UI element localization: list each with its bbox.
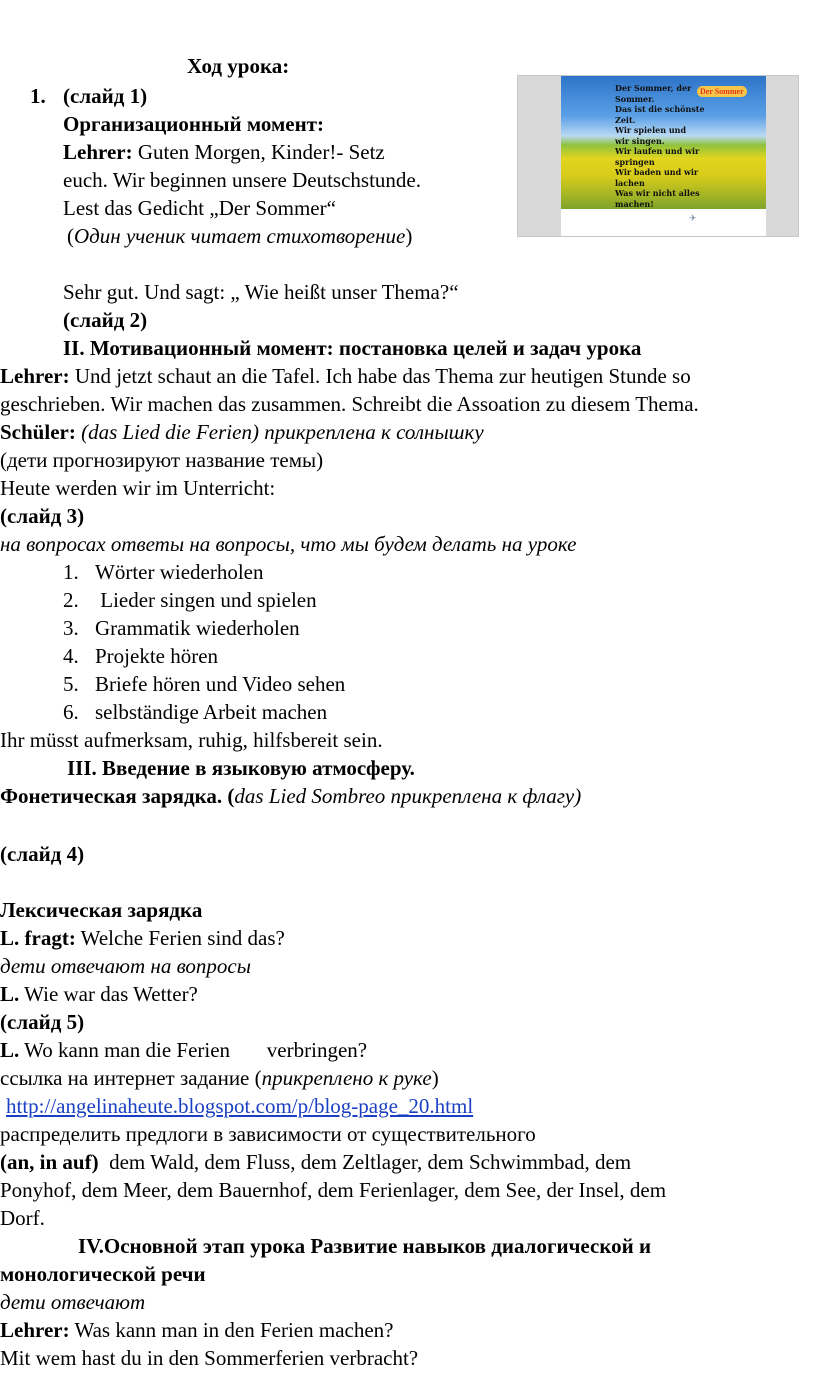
- lexical-heading: Лексическая зарядка: [0, 898, 203, 922]
- section-3-heading: III. Введение в языковую атмосферу.: [67, 756, 415, 780]
- section-2-heading: II. Мотивационный момент: постановка целей и задач урока: [63, 336, 642, 360]
- student-reads-note: (Один ученик читает стихотворение): [67, 224, 413, 248]
- nouns-line-1: (an, in auf) dem Wald, dem Fluss, dem Zeltlager, dem Schwimmbad, dem: [0, 1150, 632, 1174]
- slide-1-label: (слайд 1): [63, 84, 148, 108]
- nouns-line-3: Dorf.: [0, 1206, 45, 1230]
- blog-link[interactable]: http://angelinaheute.blogspot.com/p/blog-page_20.html: [6, 1094, 474, 1118]
- l-weather-line: L. Wie war das Wetter?: [0, 982, 198, 1006]
- poem-text: Der Sommer, der Sommer. Das ist die schönste Zeit. Wir spielen und wir singen. Wir laufen und wir springen Wir baden und wir lachen Was wir nicht alles machen!: [615, 83, 705, 209]
- slide-3-label: (слайд 3): [0, 504, 85, 528]
- slide-2-label: (слайд 2): [63, 308, 148, 332]
- lehrer-line-2: Lehrer: Und jetzt schaut an die Tafel. Ich habe das Thema zur heutigen Stunde so: [0, 364, 691, 388]
- kids-predict-line: (дети прогнозируют название темы): [0, 448, 324, 472]
- list-item: 6. selbständige Arbeit machen: [63, 700, 328, 724]
- list-item: 3. Grammatik wiederholen: [63, 616, 300, 640]
- lehrer-line-3: Lehrer: Was kann man in den Ferien machen?: [0, 1318, 394, 1342]
- speaker-lehrer: Lehrer:: [63, 140, 133, 164]
- l-fragt-line: L. fragt: Welche Ferien sind das?: [0, 926, 285, 950]
- kids-answer-line-2: дети отвечают: [0, 1290, 146, 1314]
- slide-4-label: (слайд 4): [0, 842, 85, 866]
- list-item: 5. Briefe hören und Video sehen: [63, 672, 346, 696]
- bird-icon: ✈: [689, 213, 697, 223]
- list-number-1: 1.: [30, 84, 46, 108]
- nouns-line-2: Ponyhof, dem Meer, dem Bauernhof, dem Ferienlager, dem See, der Insel, dem: [0, 1178, 667, 1202]
- lesson-plan-title: Ход урока:: [187, 54, 290, 78]
- lehrer-line-2b: geschrieben. Wir machen das zusammen. Schreibt die Assoation zu diesem Thema.: [0, 392, 699, 416]
- l-where-line: L. Wo kann man die Ferien verbringen?: [0, 1038, 368, 1062]
- kids-answer-line: дети отвечают на вопросы: [0, 954, 251, 978]
- heute-line: Heute werden wir im Unterricht:: [0, 476, 276, 500]
- list-item: 4. Projekte hören: [63, 644, 219, 668]
- schueler-line: Schüler: (das Lied die Ferien) прикреплена к солнышку: [0, 420, 484, 444]
- list-item: 1. Wörter wiederholen: [63, 560, 264, 584]
- distribute-line: распределить предлоги в зависимости от существительного: [0, 1122, 536, 1146]
- org-moment-heading: Организационный момент:: [63, 112, 324, 136]
- greeting-line2: euch. Wir beginnen unsere Deutschstunde.: [63, 168, 421, 192]
- slide-title-badge: Der Sommer: [697, 86, 747, 97]
- sehr-gut-line: Sehr gut. Und sagt: „ Wie heißt unser Thema?“: [63, 280, 459, 304]
- slide-thumbnail: [517, 75, 799, 237]
- list-item: 2. Lieder singen und spielen: [63, 588, 317, 612]
- slide-5-label: (слайд 5): [0, 1010, 85, 1034]
- phonetic-line: Фонетическая зарядка. (das Lied Sombreo прикреплена к флагу): [0, 784, 582, 808]
- on-questions-line: на вопросах ответы на вопросы, что мы будем делать на уроке: [0, 532, 577, 556]
- greeting-line3: Lest das Gedicht „Der Sommer“: [63, 196, 336, 220]
- summer-field-image: [561, 76, 766, 209]
- ihr-muesst-line: Ihr müsst aufmerksam, ruhig, hilfsbereit sein.: [0, 728, 383, 752]
- greeting-text: Guten Morgen, Kinder!- Setz: [132, 140, 385, 164]
- last-question-line: Mit wem hast du in den Sommerferien verbracht?: [0, 1346, 419, 1370]
- section-4-heading-cont: монологической речи: [0, 1262, 206, 1286]
- link-intro-line: ссылка на интернет задание (прикреплено к руке): [0, 1066, 439, 1090]
- section-4-heading: IV.Основной этап урока Развитие навыков диалогической и: [78, 1234, 652, 1258]
- lehrer-greeting-line1: [63, 138, 385, 166]
